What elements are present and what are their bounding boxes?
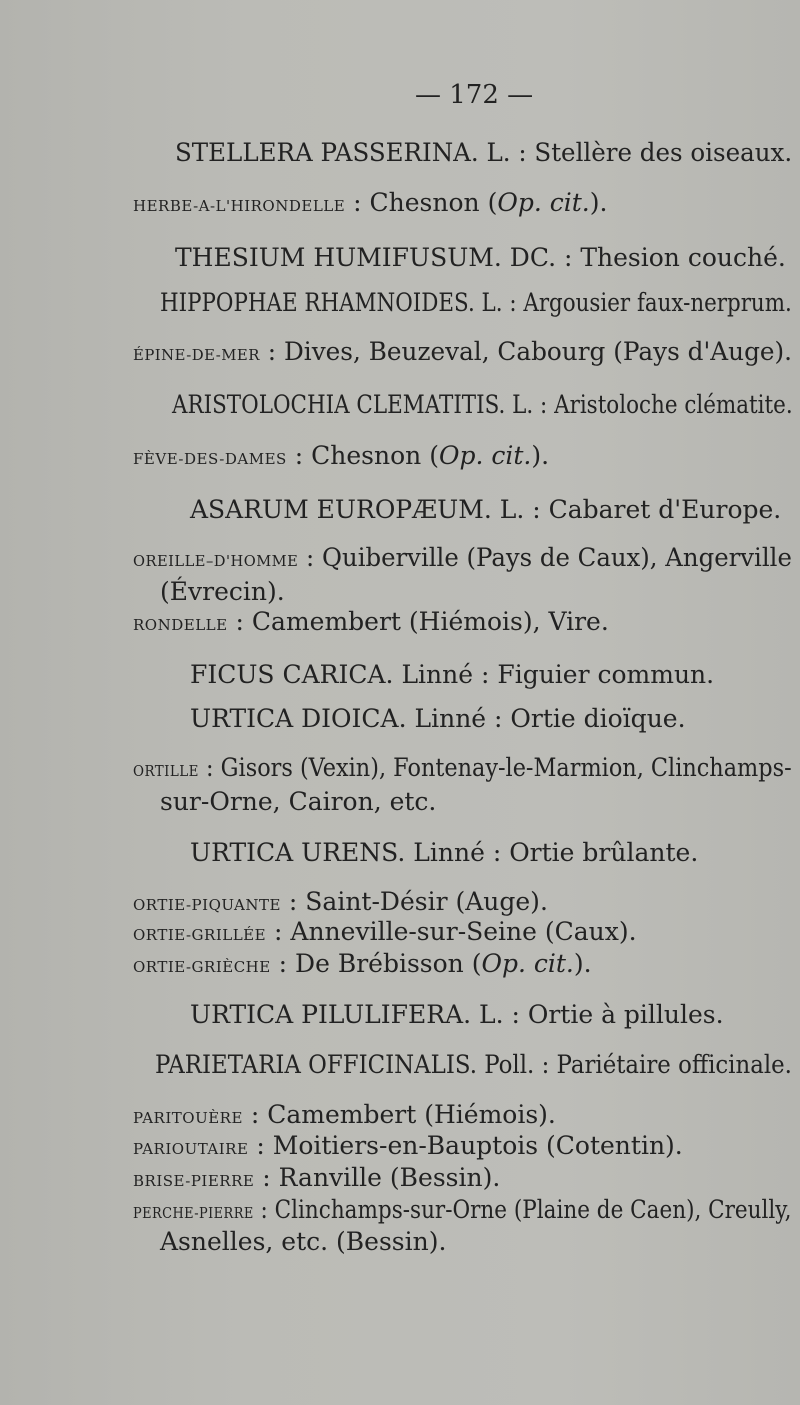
entry-location: Gisors (Vexin), Fontenay-le-Marmion, Clinchamps- [220,753,792,782]
entry-location: Saint-Désir (Auge). [305,887,548,916]
entry-continuation: Asnelles, etc. (Bessin). [160,1227,447,1256]
vernacular-entry: PARIOUTAIRE : Moitiers-en-Bauptois (Cotentin). [133,1131,683,1160]
vernacular-name: PARITOUÈRE [133,1109,243,1127]
vernacular-entry: ORTIE-PIQUANTE : Saint-Désir (Auge). [133,887,548,916]
vernacular-name: PERCHE-PIERRE [133,1204,254,1222]
vernacular-entry: ORTILLE : Gisors (Vexin), Fontenay-le-Marmion, Clinchamps- [133,753,792,782]
vernacular-name: PARIOUTAIRE [133,1140,249,1158]
vernacular-name: ÉPINE-DE-MER [133,346,260,364]
entry-location: Moitiers-en-Bauptois (Cotentin). [272,1131,683,1160]
entry-location: Quiberville (Pays de Caux), Angerville [322,543,792,572]
entry-location: Anneville-sur-Seine (Caux). [290,917,637,946]
entry-location: Camembert (Hiémois). [267,1100,556,1129]
vernacular-name: HERBE-A-L'HIRONDELLE [133,197,346,215]
vernacular-name: FÈVE-DES-DAMES [133,450,287,468]
page-number: — 172 — [415,80,534,110]
species-heading: HIPPOPHAE RHAMNOIDES. L. : Argousier faux-nerprum. [160,288,792,317]
entry-location: Camembert (Hiémois), Vire. [251,607,609,636]
vernacular-entry: HERBE-A-L'HIRONDELLE : Chesnon (Op. cit.). [133,188,608,217]
vernacular-entry: OREILLE–D'HOMME : Quiberville (Pays de Caux), Angerville [133,543,792,572]
species-heading: ARISTOLOCHIA CLEMATITIS. L. : Aristoloche clématite. [172,390,793,419]
entry-location: Chesnon ( [311,441,439,470]
entry-citation: Op. cit. [497,188,590,217]
species-heading: URTICA PILULIFERA. L. : Ortie à pillules. [190,1000,724,1029]
vernacular-entry: FÈVE-DES-DAMES : Chesnon (Op. cit.). [133,441,550,470]
entry-location: Clinchamps-sur-Orne (Plaine de Caen), Creully, [274,1195,792,1224]
entry-location: Chesnon ( [369,188,498,217]
entry-continuation: sur-Orne, Cairon, etc. [160,787,437,816]
entry-location: De Brébisson ( [295,949,482,978]
vernacular-name: OREILLE–D'HOMME [133,552,299,570]
species-heading: THESIUM HUMIFUSUM. DC. : Thesion couché. [175,243,786,272]
vernacular-entry: BRISE-PIERRE : Ranville (Bessin). [133,1163,501,1192]
vernacular-entry: ÉPINE-DE-MER : Dives, Beuzeval, Cabourg (Pays d'Auge). [133,337,793,366]
vernacular-entry: PERCHE-PIERRE : Clinchamps-sur-Orne (Plaine de Caen), Creully, [133,1195,792,1224]
species-heading: URTICA URENS. Linné : Ortie brûlante. [190,838,699,867]
entry-citation: Op. cit. [481,949,574,978]
vernacular-entry: RONDELLE : Camembert (Hiémois), Vire. [133,607,609,636]
vernacular-entry: PARITOUÈRE : Camembert (Hiémois). [133,1100,556,1129]
species-heading: FICUS CARICA. Linné : Figuier commun. [190,660,715,689]
vernacular-entry: ORTIE-GRILLÉE : Anneville-sur-Seine (Caux). [133,917,637,946]
species-heading: PARIETARIA OFFICINALIS. Poll. : Pariétaire officinale. [155,1050,792,1079]
vernacular-name: ORTIE-GRILLÉE [133,926,267,944]
vernacular-name: BRISE-PIERRE [133,1172,255,1190]
species-heading: STELLERA PASSERINA. L. : Stellère des oiseaux. [175,138,793,167]
entry-citation: Op. cit. [438,441,532,470]
species-heading: ASARUM EUROPÆUM. L. : Cabaret d'Europe. [190,495,782,524]
vernacular-name: ORTIE-GRIÈCHE [133,958,271,976]
entry-continuation: (Évrecin). [160,577,285,606]
entry-location: Ranville (Bessin). [278,1163,501,1192]
entry-location: Dives, Beuzeval, Cabourg (Pays d'Auge). [283,337,793,366]
vernacular-entry: ORTIE-GRIÈCHE : De Brébisson (Op. cit.). [133,949,592,978]
species-heading: URTICA DIOICA. Linné : Ortie dioïque. [190,704,686,733]
vernacular-name: ORTILLE [133,762,199,780]
vernacular-name: RONDELLE [133,616,228,634]
vernacular-name: ORTIE-PIQUANTE [133,896,281,914]
